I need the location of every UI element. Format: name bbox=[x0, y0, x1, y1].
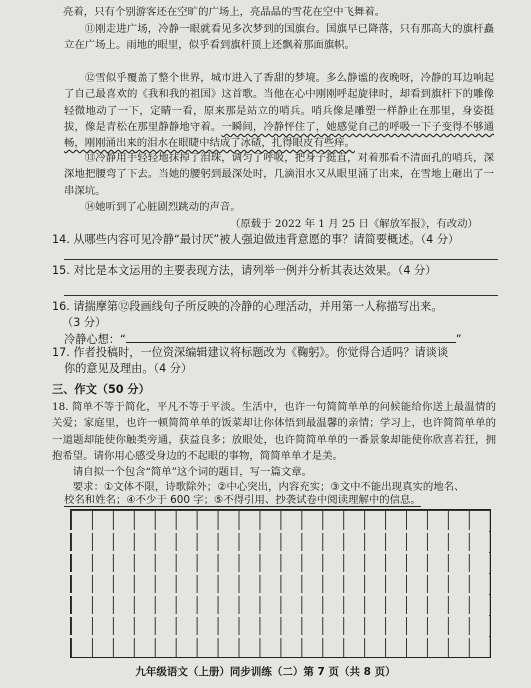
source-note: （原载于 2022 年 1 月 25 日《解放军报》，有改动） bbox=[230, 218, 478, 230]
thought-open: 冷静心想：“ bbox=[64, 333, 126, 346]
answer-line-14[interactable] bbox=[64, 259, 498, 260]
grid-row-gap bbox=[70, 572, 489, 575]
question-16-score: （3 分） bbox=[62, 316, 107, 329]
thought-close: ” bbox=[455, 333, 462, 346]
paragraph-12-text: ⑫雪似乎覆盖了整个世界，城市进入了香甜的梦境。多么静谧的夜晚呀，冷静的耳边响起了自己最喜欢的《我和我的祖国》这首歌。当他在心中刚刚呼起旋律时，却看到旗杆下的雕像轻微地动了一下，定睛一看，原来那是站立的哨兵。哨兵像是雕塑一样静止在那里，身姿挺拔，像是青松在那里静静地守着。 bbox=[64, 72, 494, 133]
grid-row-gap bbox=[70, 593, 489, 596]
composition-prompt: 18. 简单不等于简化，平凡不等于平淡。生活中，也许一句简简单单的问候能给你送上最温情的关爱；家庭里，也许一顿简简单单的饭菜却让你体悟到最温馨的亲情；学习上，也许简简单单的一道题却能使你触类旁通，获益良多；放眼处，也许简简单单的一番景象却能使你欣喜若狂，拥抱希望。请你用心感受身边的不起眼的事物，简简单单才是美。 bbox=[52, 401, 496, 462]
requirement-underlined: 校名和姓名；④不少于 600 字；⑤不得引用、抄袭试卷中阅读理解中的信息。 bbox=[64, 494, 421, 506]
paragraph-11: ⑪刚走进广场，冷静一眼就看见多次梦到的国旗台。国旗早已降落，只有那高大的旗杆矗立在广场上。雨地的眼里，似乎看到旗杆顶上还飘着那面旗帜。 bbox=[64, 23, 494, 52]
paragraph-14: ⑭她听到了心脏剧烈跳动的声音。 bbox=[84, 201, 241, 213]
composition-req-1: 要求：①文体不限，诗歌除外；②中心突出，内容充实；③文中不能出现真实的地名、 bbox=[72, 481, 465, 493]
paragraph-12 bbox=[64, 70, 494, 151]
grid-row-gap bbox=[70, 530, 489, 533]
question-15: 15. 对比是本文运用的主要表现方法，请列举一例并分析其表达效果。（4 分） bbox=[52, 264, 437, 277]
composition-req-2 bbox=[64, 492, 504, 508]
paragraph-13: ⑬冷静用手轻轻地抹掉了泪珠，调匀了呼吸，把身子挺直，对着那看不清面孔的哨兵，深深地把腰弯了下去。当她的腰躬到最深处时，几滴泪水又从眼里涌了出来，在雪地上砸出了一串深坑。 bbox=[64, 152, 494, 197]
grid-row-gap bbox=[70, 614, 489, 617]
question-16: 16. 请揣摩第⑫段画线句子所反映的冷静的心理活动，并用第一人称描写出来。 bbox=[52, 300, 443, 313]
question-14: 14. 从哪些内容可见冷静“最讨厌”被人强迫做违背意愿的事？请简要概述。（4 分） bbox=[52, 233, 460, 246]
question-17-line2: 你的意见及理由。（4 分） bbox=[64, 362, 193, 375]
passage-line-0: 亮着，只有个别游客还在空旷的广场上，亮晶晶的雪花在空中飞舞着。 bbox=[63, 6, 386, 18]
answer-line-15[interactable] bbox=[64, 295, 498, 296]
grid-row-gap bbox=[70, 551, 489, 554]
thought-answer-blank[interactable] bbox=[126, 331, 456, 343]
page-footer: 九年级语文（上册）同步训练（二）第 7 页（共 8 页） bbox=[135, 666, 396, 678]
grid-row-gap bbox=[70, 635, 489, 638]
composition-header: 三、作文（50 分） bbox=[52, 383, 150, 396]
question-17: 17. 作者投稿时，一位资深编辑建议将标题改为《鞠躬》。你觉得合适吗？请谈谈 bbox=[52, 346, 449, 359]
paragraph-12-underlined-sentence: 一瞬间，冷静怦住了，她感觉自己的呼吸一下子变得不够通畅，刚刚涌出来的泪水在眼睫中结成了冰碴，扎得眼皮有些痒。 bbox=[64, 120, 495, 150]
composition-task: 请自拟一个包含“简单”这个词的题目，写一篇文章。 bbox=[72, 466, 313, 478]
